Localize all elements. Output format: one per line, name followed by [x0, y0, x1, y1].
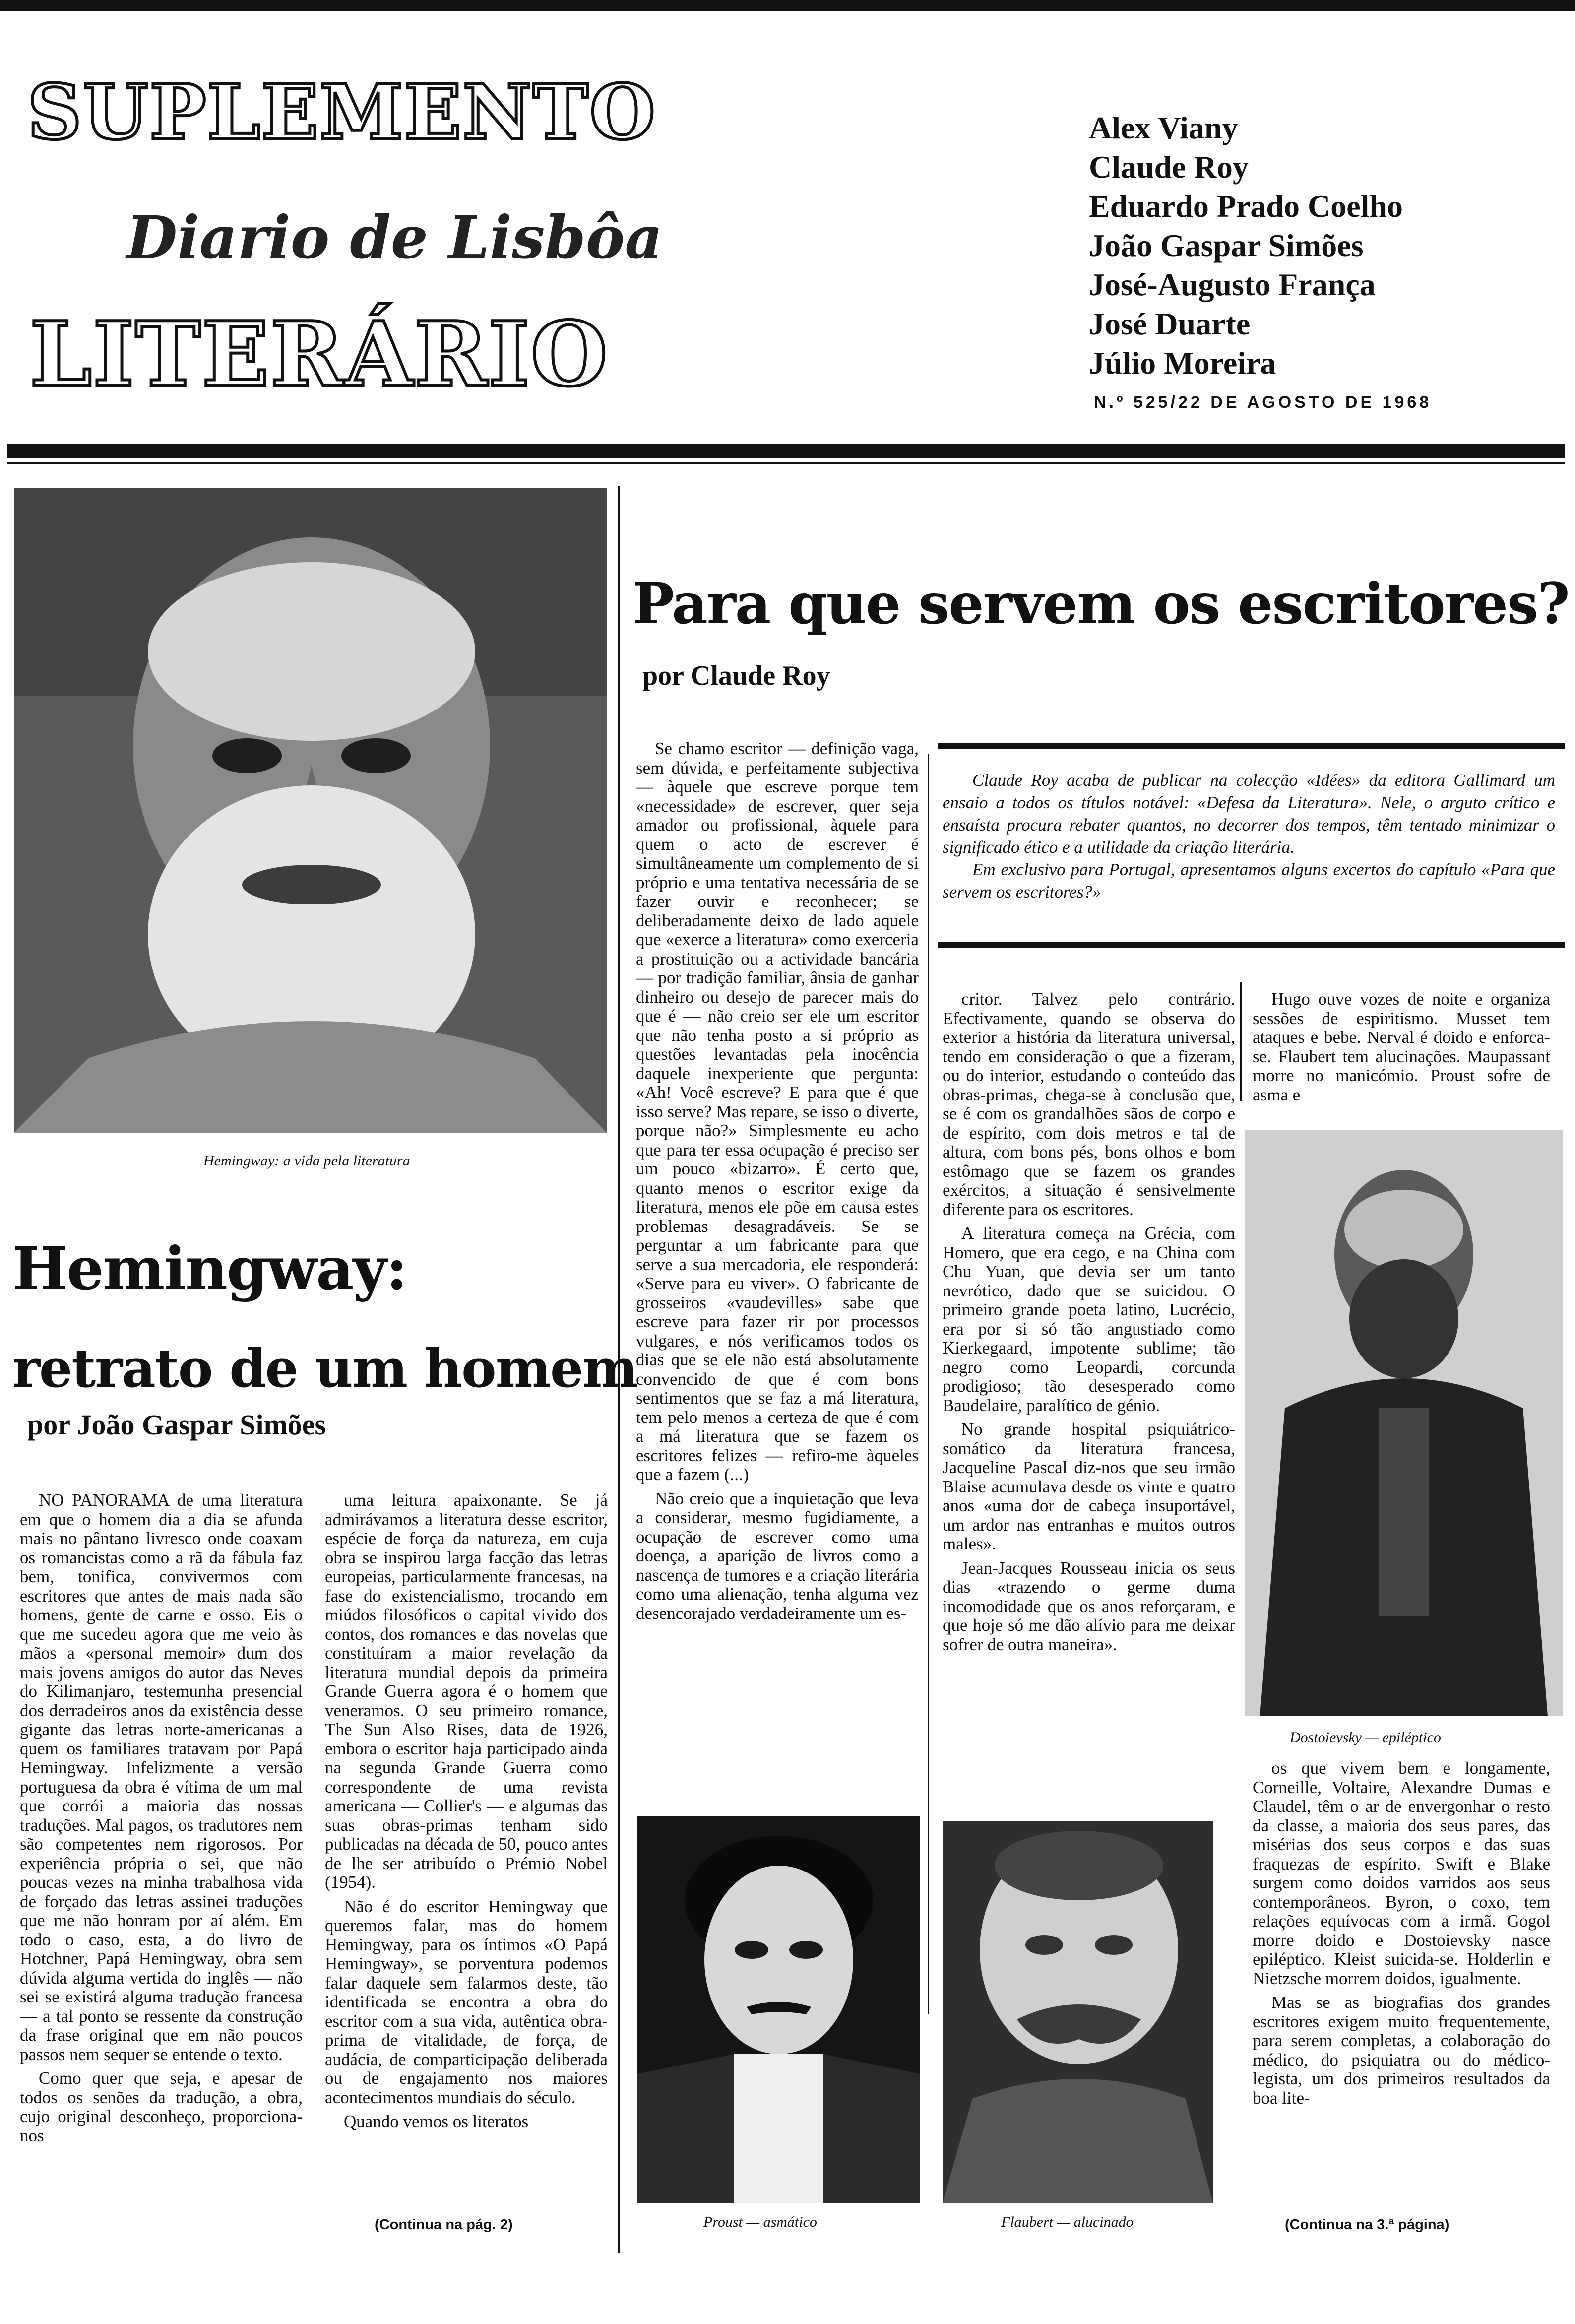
paragraph: os que vivem bem e longamente, Corneille, Voltaire, Alexandre Dumas e Claudel, têm o ar de envergonhar o resto da classe, a maioria dos seus pares, das misérias dos seus corpos e das suas fraquezas de espírito. Swift e Blake surgem como doidos varridos aos seus contemporâneos. Byron, o coxo, tem relações equívocas com a irmã. Gogol morre doido e Dostoievsky nasce epiléptico. Kleist suicida-se. Holderlin e Nietzsche morrem doidos, igualmente.: [1253, 1759, 1550, 1988]
paragraph: A literatura começa na Grécia, com Homero, que era cego, e na China com Chu Yuan, que devia ser um tanto nevrótico, dado que se suicidou. O primeiro grande poeta latino, Lucrécio, era por si só tão angustiado como Kierkegaard, impotente sublime; tão negro como Leopardi, corcunda prodigioso; tão desesperado como Baudelaire, paralítico de génio.: [943, 1224, 1235, 1415]
paragraph: Se chamo escritor — definição vaga, sem dúvida, e perfeitamente subjectiva — àquele que escreve porque tem «necessidade» de escrever, quer seja amador ou profissional, àquele para quem o acto de escrever é simultâneamente um complemento de si próprio e uma tentativa necessária de se fazer ouvir e reconhecer; se deliberadamente deixo de lado aquele que «exerce a literatura» como exerceria a prostituição ou a actividade bancária — por tradição familiar, ânsia de ganhar dinheiro ou desejo de parecer mais do que é — não creio ser ele um escritor que não tenha posto a si próprio as questões levantadas pela inocência daquele inexperiente que pergunta: «Ah! Você escreve? E para que é que isso serve? Mas repare, se isso o diverte, porque não?» Simplesmente eu acho que para ter essa ocupação é preciso ser um pouco «bizarro». É certo que, quanto menos o escritor exige da literatura, menos ele põe em causa estes problemas desagradáveis. Se se perguntar a um fabricante para que serve a sua mercadoria, ele responderá: «Serve para eu viver». O fabricante de grosseiros «vaudevilles» sabe que escreve para fazer rir por processos vulgares, e nós verificamos todos os dias que se ele não está absolutamente convencido de que é com bons sentimentos que se faz a má literatura, tem pelo menos a certeza de que é com a má literatura que se fazem os escritores felizes — refiro-me àqueles que a fazem (...): [636, 739, 919, 1484]
intro-top-rule: [938, 743, 1565, 749]
intro-paragraph: Em exclusivo para Portugal, apresentamos alguns excertos do capítulo «Para que servem os escritores?»: [943, 860, 1555, 902]
roy-article-col3-bottom: [1253, 1759, 1550, 2215]
roy-article-col3-top: [1253, 990, 1550, 1114]
roy-intro: [943, 769, 1555, 903]
hemingway-article-col1: [20, 1491, 303, 2235]
dostoievsky-caption: Dostoievsky — epiléptico: [1290, 1729, 1441, 1745]
contributor-name: José-Augusto França: [1089, 267, 1376, 302]
proust-photo: [637, 1816, 920, 2203]
proust-caption: Proust — asmático: [703, 2214, 817, 2230]
hemingway-photo-caption: Hemingway: a vida pela literatura: [203, 1153, 410, 1169]
contributor-name: Júlio Moreira: [1089, 345, 1276, 381]
roy-byline: por Claude Roy: [642, 660, 830, 691]
paragraph: Jean-Jacques Rousseau inicia os seus dias «trazendo o germe duma incomodidade que os anos reforçaram, e que hoje só me dão alívio para me deixar sofrer de outra maneira».: [943, 1558, 1235, 1654]
hemingway-headline-1: Hemingway:: [12, 1234, 407, 1303]
dostoievsky-photo: [1245, 1130, 1563, 1716]
contributor-name: João Gaspar Simões: [1089, 228, 1364, 263]
roy-continuation: (Continua na 3.ª página): [1285, 2217, 1449, 2233]
hemingway-headline-2: retrato de um homem: [12, 1337, 637, 1399]
top-border: [0, 0, 1575, 11]
roy-headline: Para que servem os escritores?: [632, 572, 1569, 637]
column-divider: [1240, 982, 1242, 1101]
paragraph: No grande hospital psiquiátrico-somático da literatura francesa, Jacqueline Pascal diz-nos que seu irmão Blaise acumulava desde os vinte e quatro anos «uma dor de cabeça insuportável, um ardor nas entranhas e muitos outros males».: [943, 1420, 1235, 1553]
intro-paragraph: Claude Roy acaba de publicar na colecção «Idées» da editora Gallimard um ensaio a todos os títulos notável: «Defesa da Literatura». Nele, o arguto crítico e ensaísta procura rebater quantos, no decorrer dos tempos, têm tentado minimizar o significado ético e a utilidade da criação literária.: [943, 771, 1555, 857]
paragraph: Hugo ouve vozes de noite e organiza sessões de espiritismo. Musset tem ataques e bebe. Nerval é doido e enforca-se. Flaubert tem alucinações. Maupassant morre no manicómio. Proust sofre de asma e: [1253, 990, 1550, 1104]
column-divider: [928, 754, 929, 2014]
paragraph: critor. Talvez pelo contrário. Efectivamente, quando se observa do exterior a história da literatura universal, tendo em consideração o que a fizeram, ou do interior, estudando o conteúdo das obras-primas, chega-se à conclusão que, se é com os grandalhões sãos de corpo e de espírito, com dois metros e tal de altura, com bons pés, bons olhos e bom estômago que se fazem os grandes exércitos, a situação é sensivelmente diferente para os escritores.: [943, 990, 1235, 1219]
contributor-name: Claude Roy: [1089, 149, 1249, 185]
paragraph: Não creio que a inquietação que leva a considerar, mesmo fugidiamente, a ocupação de escrever como uma doença, a aparição de livros como a nascença de tumores e a criação literária como uma alienação, tenha alguma vez desencorajado verdadeiramente um es-: [636, 1488, 919, 1623]
paragraph: Como quer que seja, e apesar de todos os senões da tradução, a obra, cujo original desconheço, proporciona-nos: [20, 2068, 303, 2145]
hemingway-photo: [14, 488, 607, 1133]
contributor-name: José Duarte: [1089, 306, 1251, 341]
flaubert-photo: [943, 1821, 1213, 2203]
hemingway-continuation: (Continua na pág. 2): [375, 2217, 513, 2233]
intro-bottom-rule: [938, 942, 1565, 948]
issue-line: N.º 525/22 DE AGOSTO DE 1968: [1094, 393, 1432, 412]
paragraph: Mas se as biografias dos grandes escritores exigem muito frequentemente, para serem completas, a colaboração do médico, do psiquiatra ou do médico-legista, um dos primeiros resultados da boa lite-: [1253, 1993, 1550, 2108]
paragraph: NO PANORAMA de uma literatura em que o homem dia a dia se afunda mais no pântano livresco onde coaxam os romancistas como a rã da fábula faz bem, tonifica, convivermos com escritores que antes de mais nada são homens, gente de carne e osso. Eis o que me sucedeu agora que me veio às mãos a «personal memoir» dum dos mais jovens amigos do autor das Neves do Kilimanjaro, testemunha presencial dos derradeiros anos da existência desse gigante das letras norte-americanas a quem os familiares tratavam por Papá Hemingway. Infelizmente a versão portuguesa da obra é vítima de um mal que corrói a maioria das nossas traduções. Mal pagos, os tradutores nem são competentes nem rigorosos. Por experiência própria o sei, que não poucas vezes na minha trabalhosa vida de forçado das letras assinei traduções que me não honram por aí além. Em todo o caso, esta, a do livro de Hotchner, Papá Hemingway, obra sem dúvida alguma vertida do inglês — não sei se existirá alguma tradução francesa — a tal ponto se ressente da construção da frase original que em não poucos passos nem sequer se entende o texto.: [20, 1491, 303, 2064]
flaubert-caption: Flaubert — alucinado: [1001, 2214, 1134, 2230]
masthead-title-top: SUPLEMENTO: [27, 67, 656, 156]
paragraph: uma leitura apaixonante. Se já admirávamos a literatura desse escritor, espécie de força da natureza, em cuja obra se inspirou larga facção das letras europeias, particularmente francesas, na fase do existencialismo, trocando em miúdos filosóficos o capital vivido dos contos, dos romances e das novelas que constituíram a maior revelação da literatura mundial depois da primeira Grande Guerra agora é o homem que veneramos. O seu primeiro romance, The Sun Also Rises, data de 1926, embora o escritor haja participado ainda na segunda Grande Guerra como correspondente de uma revista americana — Collier's — e algumas das suas obras-primas tenham sido publicadas na década de 50, pouco antes de lhe ser atribuído o Prémio Nobel (1954).: [325, 1491, 608, 1892]
masthead-title-bottom: LITERÁRIO: [30, 302, 609, 406]
masthead-rule-thin: [7, 462, 1565, 464]
contributor-name: Eduardo Prado Coelho: [1089, 189, 1403, 224]
hemingway-article-col2: [325, 1491, 608, 2205]
paragraph: Não é do escritor Hemingway que queremos falar, mas do homem Hemingway, para os íntimos «O Papá Hemingway», se porventura podemos falar daquele sem falarmos deste, tão identificada se encontra a obra do escritor com a sua vida, autêntica obra-prima de vitalidade, de força, de audácia, de comparticipação deliberada ou de engajamento nos maiores acontecimentos mundiais do século.: [325, 1896, 608, 2107]
contributors-list: [1089, 108, 1403, 383]
masthead-paper-name: Diario de Lisbôa: [126, 203, 663, 272]
paragraph: Quando vemos os literatos: [344, 2112, 529, 2131]
hemingway-byline: por João Gaspar Simões: [27, 1409, 326, 1441]
masthead-rule: [7, 444, 1565, 458]
contributor-name: Alex Viany: [1089, 110, 1238, 145]
